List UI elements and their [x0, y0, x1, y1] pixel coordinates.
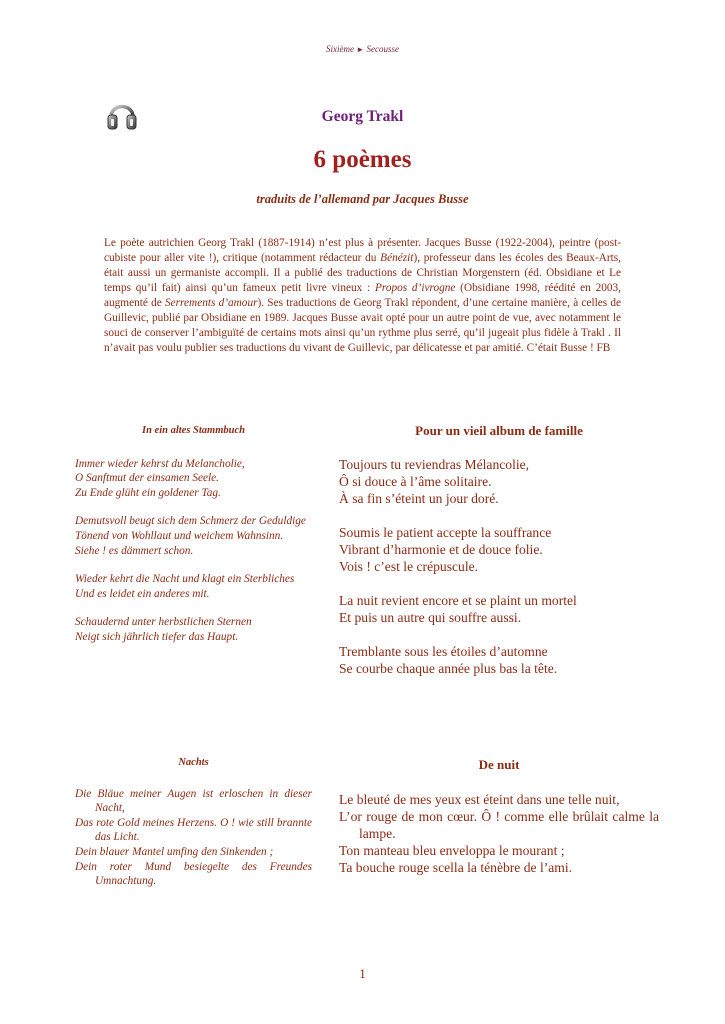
intro-text: (Obsidiane 1998, réédité en 2003, augmenté de	[104, 282, 621, 309]
verse-line: Ô si douce à l’âme solitaire.	[339, 474, 492, 489]
verse-line: Ta bouche rouge scella la ténèbre de l’ami.	[339, 860, 573, 875]
verse-line: Das rote Gold meines Herzens. O ! wie still brannte das Licht.	[75, 816, 312, 844]
intro-italic: Serrements d’amour	[164, 297, 258, 309]
verse-line: Vibrant d’harmonie et de douce folie.	[339, 542, 543, 557]
intro-text: ), professeur dans les écoles des Beaux-Arts, était aussi un germaniste accompli. Il a publié des traductions de Christian Morgenstern (éd. Obsidiane et Le temps qu’il fait) ainsi qu’un fameux petit livre vineux :	[104, 252, 621, 294]
verse-line: Toujours tu reviendras Mélancolie,	[339, 457, 530, 472]
intro-italic: Bénézit	[380, 252, 414, 264]
verse-line: Ton manteau bleu enveloppa le mourant ;	[339, 843, 565, 858]
page-title: 6 poèmes	[313, 146, 412, 173]
verse-line: Se courbe chaque année plus bas la tête.	[339, 661, 558, 676]
stanza	[339, 643, 659, 677]
verse-line: Und es leidet ein anderes mit.	[75, 587, 210, 600]
stanza	[75, 514, 312, 558]
poem-title: Pour un vieil album de famille	[415, 423, 583, 438]
poem2-german	[75, 756, 312, 889]
verse-line: Tremblante sous les étoiles d’automne	[339, 644, 548, 659]
stanza	[75, 457, 312, 501]
poem-title: In ein altes Stammbuch	[142, 425, 245, 436]
page-number: 1	[359, 966, 366, 981]
verse-line: Zu Ende glüht ein goldener Tag.	[75, 486, 221, 499]
verse-line: Immer wieder kehrst du Melancholie,	[75, 457, 245, 470]
verse-line: Dein blauer Mantel umfing den Sinkenden ;	[75, 845, 274, 858]
stanza	[75, 615, 312, 644]
verse-line: Et puis un autre qui souffre aussi.	[339, 610, 522, 625]
header-subsection: Secousse	[366, 44, 399, 54]
verse-line: Dein roter Mund besiegelte des Freundes Umnachtung.	[75, 860, 312, 888]
verse-line: Tönend von Wohllaut und weichem Wahnsinn.	[75, 529, 284, 542]
author-name: Georg Trakl	[321, 108, 404, 125]
intro-text: Le poète autrichien Georg Trakl (1887-1914) n’est plus à présenter. Jacques Busse (1922-2004), peintre (post-cubiste pour aller vite !), critique (notamment rédacteur du	[104, 237, 621, 264]
verse-line: Wieder kehrt die Nacht und klagt ein Sterbliches	[75, 573, 295, 586]
verse-line: L’or rouge de mon cœur. Ô ! comme elle brûlait calme la lampe.	[339, 809, 659, 841]
triangle-right-icon: ►	[356, 45, 365, 54]
verse-line: Le bleuté de mes yeux est éteint dans une telle nuit,	[339, 792, 620, 807]
verse-line: Schaudernd unter herbstlichen Sternen	[75, 616, 252, 629]
poem-title: De nuit	[478, 757, 520, 772]
verse-line: Neigt sich jährlich tiefer das Haupt.	[75, 630, 239, 643]
verse-line: Vois ! c’est le crépuscule.	[339, 559, 479, 574]
stanza	[339, 791, 659, 876]
verse-line: Demutsvoll beugt sich dem Schmerz der Geduldige	[75, 515, 306, 528]
verse-line: La nuit revient encore et se plaint un mortel	[339, 593, 577, 608]
poem-title: Nachts	[178, 757, 209, 768]
poem1-french	[339, 422, 659, 677]
subtitle: traduits de l’allemand par Jacques Busse	[256, 192, 469, 206]
verse-line: Die Bläue meiner Augen ist erloschen in dieser Nacht,	[75, 787, 312, 815]
verse-line: O Sanftmut der einsamen Seele.	[75, 472, 220, 485]
stanza	[339, 524, 659, 575]
poem1-german	[75, 424, 312, 645]
verse-line: Soumis le patient accepte la souffrance	[339, 525, 552, 540]
verse-line: Siehe ! es dämmert schon.	[75, 544, 194, 557]
header-section: Sixième	[326, 44, 355, 54]
intro-italic: Propos d’ivrogne	[374, 282, 456, 294]
verse-line: À sa fin s’éteint un jour doré.	[339, 491, 499, 506]
stanza	[339, 456, 659, 507]
running-header	[0, 44, 725, 54]
intro-text: ). Ses traductions de Georg Trakl répondent, d’une certaine manière, à celles de Guillevic, publié par Obsidiane en 1989. Jacques Busse avait opté pour un autre point de vue, avec notamment le souci de conserver l’ambiguïté de certains mots ainsi qu’un rythme plus serré, qu’il jugeait plus fidèle à Trakl . Il n’avait pas voulu publier ses traductions du vivant de Guillevic, par délicatesse et par amitié. C’était Busse ! FB	[104, 297, 622, 354]
poem2-french	[339, 756, 659, 876]
stanza	[339, 592, 659, 626]
stanza	[75, 787, 312, 889]
stanza	[75, 572, 312, 601]
intro-paragraph	[104, 236, 621, 356]
